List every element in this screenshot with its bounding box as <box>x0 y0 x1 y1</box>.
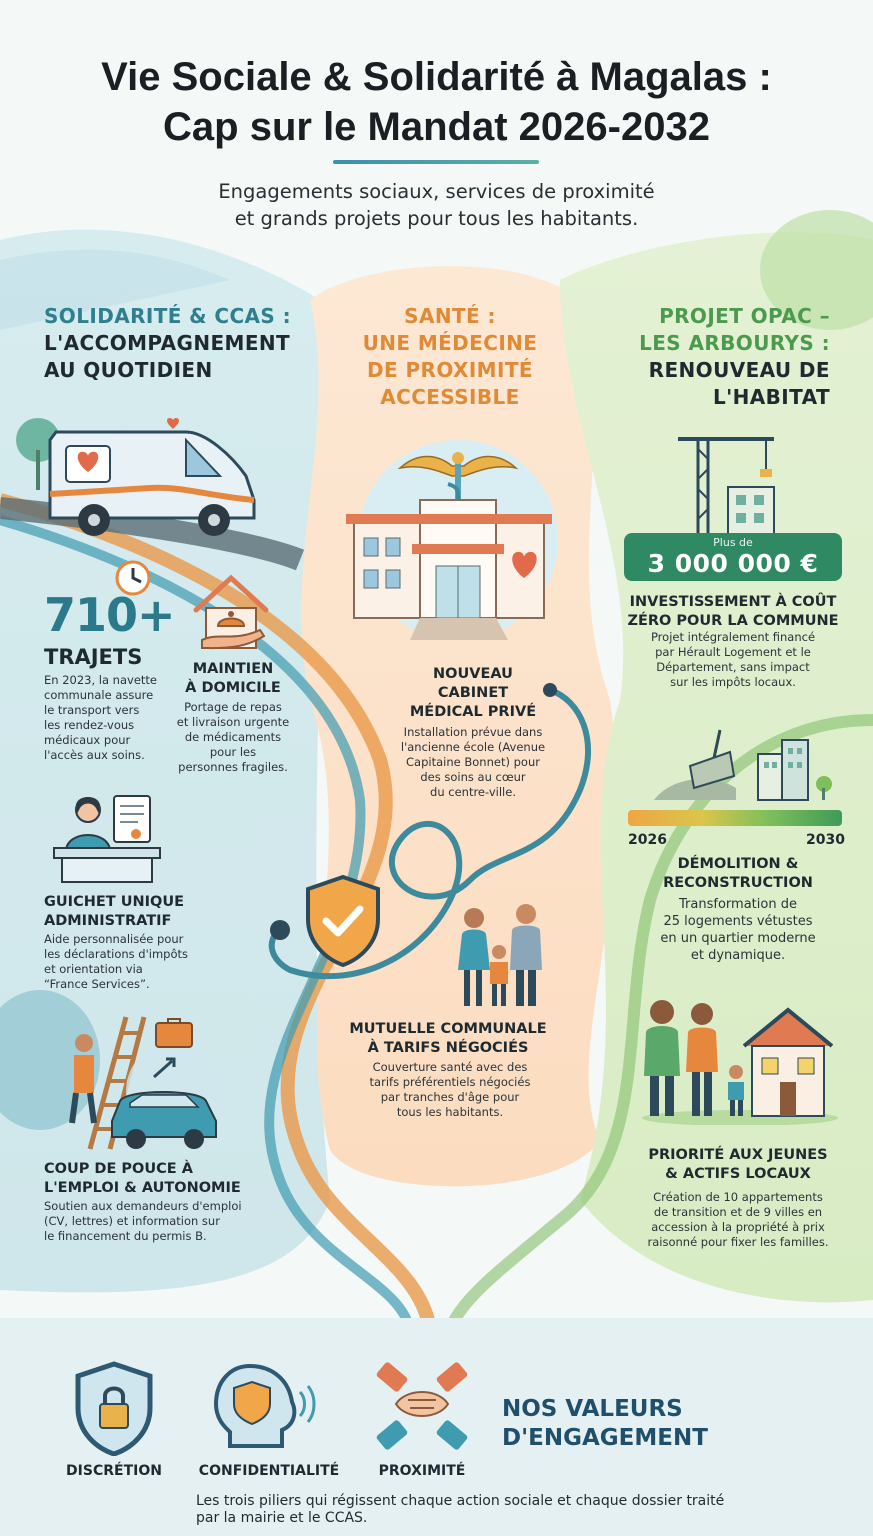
clinic-building-icon <box>340 430 570 640</box>
health-insurance-title-line: MUTUELLE COMMUNALE <box>349 1021 547 1037</box>
medical-office-title-line: MÉDICAL PRIVÉ <box>409 704 537 720</box>
right-title-line-4: L'HABITAT <box>712 385 830 409</box>
shield-lock-icon <box>72 1360 156 1456</box>
page-subtitle <box>120 178 753 232</box>
shield-check-icon <box>302 873 384 969</box>
middle-section-title <box>330 303 570 411</box>
employment-title <box>44 1160 241 1198</box>
trips-text-line: médicaux pour <box>44 733 131 747</box>
trips-text-line: le transport vers <box>44 703 140 717</box>
medical-office-text-line: du centre-ville. <box>430 785 516 799</box>
employment-description <box>44 1199 304 1244</box>
health-insurance-title-line: À TARIFS NÉGOCIÉS <box>367 1040 529 1056</box>
left-section-title <box>44 303 291 384</box>
investment-text-line: Projet intégralement financé <box>650 630 816 644</box>
employment-text-line: le financement du permis B. <box>44 1229 207 1243</box>
trips-description <box>44 673 174 763</box>
admin-desk-text-line: Aide personnalisée pour <box>44 932 184 946</box>
investment-text-line: Département, sans impact <box>656 660 810 674</box>
youth-priority-text-line: raisonné pour fixer les familles. <box>647 1235 829 1249</box>
home-delivery-icon <box>188 570 274 656</box>
trips-count: 710+ <box>44 588 175 642</box>
health-insurance-text-line: tarifs préférentiels négociés <box>369 1075 531 1089</box>
investment-title <box>618 593 848 631</box>
medical-office-text-line: l'ancienne école (Avenue <box>400 740 546 754</box>
house-icon <box>640 990 840 1125</box>
title-divider <box>333 160 539 164</box>
investment-amount-badge <box>624 533 842 581</box>
investment-description <box>622 630 844 690</box>
investment-text-line: par Hérault Logement et le <box>655 645 811 659</box>
values-footer <box>196 1493 836 1527</box>
home-care-title-line: À DOMICILE <box>185 680 281 696</box>
car-icon <box>106 1015 230 1151</box>
desk-agent-icon <box>52 788 164 884</box>
timeline-bar <box>628 810 842 826</box>
crane-icon <box>670 425 830 535</box>
demolition-title <box>630 855 846 893</box>
page-title <box>20 52 853 152</box>
values-footer-line-1: Les trois piliers qui régissent chaque action sociale et chaque dossier traité <box>196 1493 725 1509</box>
youth-priority-title-line: PRIORITÉ AUX JEUNES <box>648 1147 828 1163</box>
subtitle-line-2: et grands projets pour tous les habitants. <box>234 207 639 230</box>
demolition-title-line: RECONSTRUCTION <box>663 875 813 891</box>
admin-desk-text-line: et orientation via <box>44 962 143 976</box>
value-confidentiality: CONFIDENTIALITÉ <box>198 1463 340 1479</box>
left-title-line-2: L'ACCOMPAGNEMENT <box>44 331 291 355</box>
left-title-line-1: SOLIDARITÉ & CCAS : <box>44 304 291 328</box>
employment-text-line: Soutien aux demandeurs d'emploi <box>44 1199 242 1213</box>
van-icon <box>10 410 270 540</box>
timeline-end-year: 2030 <box>806 832 845 848</box>
trips-text-line: communale assure <box>44 688 154 702</box>
admin-desk-text-line: les déclarations d'impôts <box>44 947 189 961</box>
admin-desk-title <box>44 893 184 931</box>
youth-priority-title <box>626 1146 850 1184</box>
home-care-text-line: et livraison urgente <box>176 715 290 729</box>
demolition-title-line: DÉMOLITION & <box>677 856 799 872</box>
youth-priority-title-line: & ACTIFS LOCAUX <box>665 1166 811 1182</box>
youth-priority-text-line: de transition et de 9 villes en <box>653 1205 823 1219</box>
handshake-icon <box>372 1358 472 1454</box>
investment-title-line: INVESTISSEMENT À COÛT <box>629 594 837 610</box>
health-insurance-title <box>338 1020 558 1058</box>
employment-text-line: (CV, lettres) et information sur <box>44 1214 220 1228</box>
medical-office-text-line: Installation prévue dans <box>403 725 543 739</box>
title-line-1: Vie Sociale & Solidarité à Magalas : <box>101 55 772 99</box>
medical-office-text-line: Capitaine Bonnet) pour <box>406 755 540 769</box>
admin-desk-text-line: “France Services”. <box>44 977 150 991</box>
middle-title-line-3: DE PROXIMITÉ <box>367 358 533 382</box>
middle-title-line-2: UNE MÉDECINE <box>362 331 538 355</box>
trips-text-line: En 2023, la navette <box>44 673 157 687</box>
employment-title-line: L'EMPLOI & AUTONOMIE <box>44 1180 241 1196</box>
family-icon <box>452 900 562 1010</box>
timeline-start-year: 2026 <box>628 832 667 848</box>
head-shield-icon <box>212 1362 318 1454</box>
right-section-title <box>600 303 830 411</box>
values-footer-line-2: par la mairie et le CCAS. <box>196 1510 368 1526</box>
demolition-text-line: 25 logements vétustes <box>663 914 813 929</box>
home-care-text-line: Portage de repas <box>184 700 282 714</box>
trips-label: TRAJETS <box>44 645 143 669</box>
health-insurance-text-line: tous les habitants. <box>396 1105 504 1119</box>
middle-title-line-1: SANTÉ : <box>404 304 496 328</box>
demolition-text-line: en un quartier moderne <box>660 931 816 946</box>
title-line-2: Cap sur le Mandat 2026-2032 <box>163 105 710 149</box>
subtitle-line-1: Engagements sociaux, services de proximité <box>218 180 655 203</box>
admin-desk-title-line: ADMINISTRATIF <box>44 913 172 929</box>
medical-office-title-line: CABINET <box>437 685 509 701</box>
demolition-text-line: et dynamique. <box>690 948 786 963</box>
left-title-line-3: AU QUOTIDIEN <box>44 358 213 382</box>
trips-text-line: les rendez-vous <box>44 718 135 732</box>
right-title-line-3: RENOUVEAU DE <box>648 358 830 382</box>
investment-title-line: ZÉRO POUR LA COMMUNE <box>627 613 839 629</box>
value-discretion: DISCRÉTION <box>66 1463 162 1479</box>
employment-title-line: COUP DE POUCE À <box>44 1161 193 1177</box>
medical-office-text-line: des soins au cœur <box>420 770 526 784</box>
investment-amount-prefix: Plus de <box>713 536 753 549</box>
home-care-text-line: personnes fragiles. <box>178 760 288 774</box>
values-title-line-1: NOS VALEURS <box>502 1396 683 1422</box>
right-title-line-2: LES ARBOURYS : <box>639 331 830 355</box>
admin-desk-title-line: GUICHET UNIQUE <box>44 894 185 910</box>
right-title-line-1: PROJET OPAC – <box>659 304 830 328</box>
middle-title-line-4: ACCESSIBLE <box>380 385 520 409</box>
demolition-text-line: Transformation de <box>679 897 797 912</box>
home-care-title-line: MAINTIEN <box>192 661 274 677</box>
value-proximity: PROXIMITÉ <box>378 1463 466 1479</box>
youth-priority-text-line: Création de 10 appartements <box>653 1190 823 1204</box>
admin-desk-description <box>44 932 244 992</box>
investment-text-line: sur les impôts locaux. <box>670 675 796 689</box>
home-care-text-line: pour les <box>209 745 257 759</box>
values-title <box>502 1395 708 1453</box>
demolition-icon <box>650 728 840 806</box>
youth-priority-description <box>618 1190 858 1250</box>
home-care-text-line: de médicaments <box>184 730 282 744</box>
medical-office-title-line: NOUVEAU <box>433 666 513 682</box>
values-title-line-2: D'ENGAGEMENT <box>502 1425 708 1451</box>
investment-amount: 3 000 000 € <box>647 549 819 578</box>
health-insurance-text-line: Couverture santé avec des <box>372 1060 528 1074</box>
health-insurance-text-line: par tranches d'âge pour <box>380 1090 520 1104</box>
demolition-description <box>630 896 846 964</box>
trips-text-line: l'accès aux soins. <box>44 748 145 762</box>
youth-priority-text-line: accession à la propriété à prix <box>651 1220 825 1234</box>
health-insurance-description <box>350 1060 550 1120</box>
